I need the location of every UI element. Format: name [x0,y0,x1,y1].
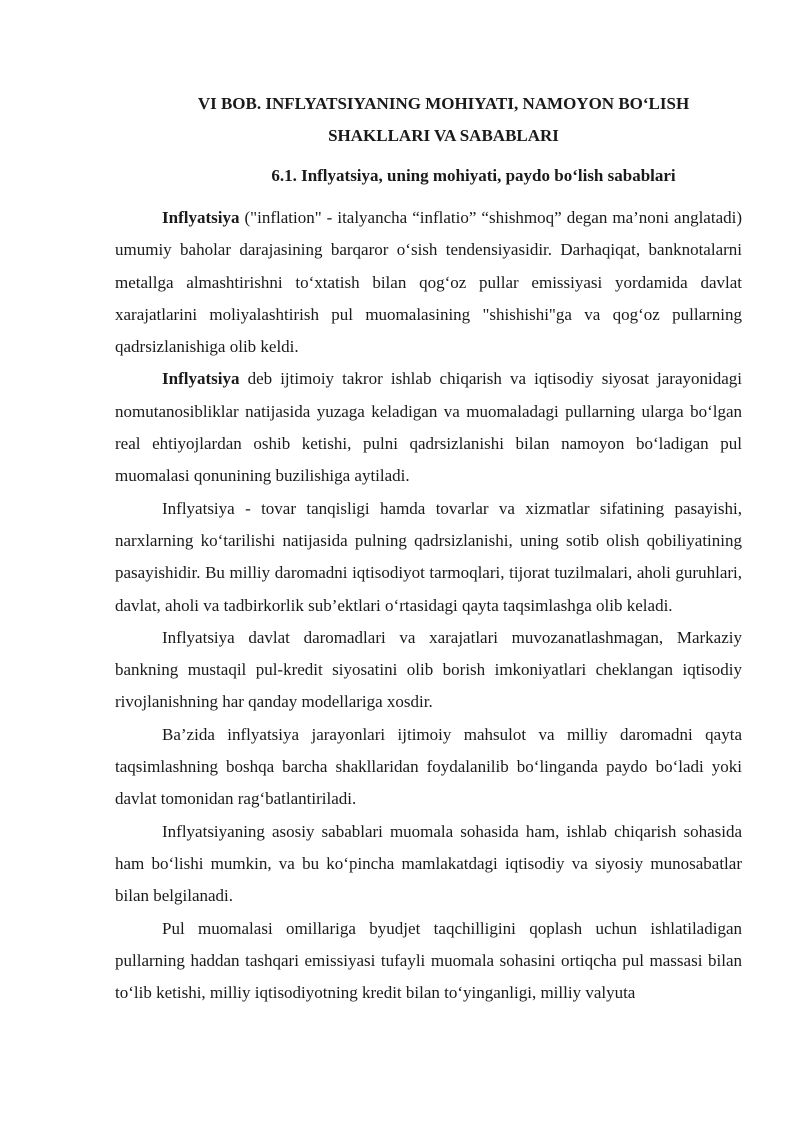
paragraph-2-text: deb ijtimoiy takror ishlab chiqarish va iqtisodiy siyosat jarayonidagi nomutanosibliklar natijasida yuzaga keladigan va muomaladagi pullarning ularga bo‘lgan real ehtiyojlardan oshib ketishi, pulni qadrsizlanishi bilan namoyon bo‘ladigan pul muomalasi qonunining buzilishiga aytiladi. [115,369,742,486]
paragraph-2-lead: Inflyatsiya [162,369,240,389]
paragraph-2 [115,363,742,492]
paragraph-5 [115,719,742,816]
paragraph-7-text: Pul muomalasi omillariga byudjet taqchilligini qoplash uchun ishlatiladigan pullarning haddan tashqari emissiyasi tufayli muomala sohasini ortiqcha pul massasi bilan to‘lib ketishi, milliy iqtisodiyotning kredit bilan to‘yinganligi, milliy valyuta [115,918,742,1003]
paragraph-4 [115,622,742,719]
paragraph-1-text: ("inflation" - italyancha “inflatio” “shishmoq” degan ma’noni anglatadi) umumiy baholar darajasining barqaror o‘sish tendensiyasidir. Darhaqiqat, banknotalarni metallga almashtirishni to‘xtatish bilan qog‘oz pullar emissiyasi yordamida davlat xarajatlarini moliyalashtirish pul muomalasining "shishishi"ga va qog‘oz pullarning qadrsizlanishiga olib keldi. [115,208,742,357]
chapter-title [115,88,742,152]
paragraph-7 [115,913,742,1010]
chapter-title-line-2: SHAKLLARI VA SABABLARI [328,126,559,145]
paragraph-1-lead: Inflyatsiya [162,208,240,227]
paragraph-1 [115,202,742,363]
paragraph-6-text: Inflyatsiyaning asosiy sabablari muomala sohasida ham, ishlab chiqarish sohasida ham bo‘lishi mumkin, va bu ko‘pincha mamlakatdagi iqtisodiy va siyosiy munosabatlar bilan belgilanadi. [115,821,742,906]
section-title: 6.1. Inflyatsiya, uning mohiyati, paydo bo‘lish sabablari [271,166,676,185]
paragraph-5-text: Ba’zida inflyatsiya jarayonlari ijtimoiy mahsulot va milliy daromadni qayta taqsimlashning boshqa barcha shakllaridan foydalanilib bo‘linganda paydo bo‘ladi yoki davlat tomonidan rag‘batlantiriladi. [115,724,742,809]
chapter-title-line-1: VI BOB. INFLYATSIYANING MOHIYATI, NAMOYON BO‘LISH [197,94,690,113]
paragraph-4-text: Inflyatsiya davlat daromadlari va xarajatlari muvozanatlashmagan, Markaziy bankning mustaqil pul-kredit siyosatini olib borish imkoniyatlari cheklangan iqtisodiy rivojlanishning har qanday modellariga xosdir. [115,627,742,712]
document-page [115,88,742,1009]
paragraph-3-text: Inflyatsiya - tovar tanqisligi hamda tovarlar va xizmatlar sifatining pasayishi, narxlarning ko‘tarilishi natijasida pulning qadrsizlanishi, uning sotib olish qobiliyatining pasayishidir. Bu milliy daromadni iqtisodiyot tarmoqlari, tijorat tuzilmalari, aholi guruhlari, davlat, aholi va tadbirkorlik sub’ektlari o‘rtasidagi qayta taqsimlashga olib keladi. [115,498,742,615]
paragraph-6 [115,816,742,913]
paragraph-3 [115,493,742,622]
